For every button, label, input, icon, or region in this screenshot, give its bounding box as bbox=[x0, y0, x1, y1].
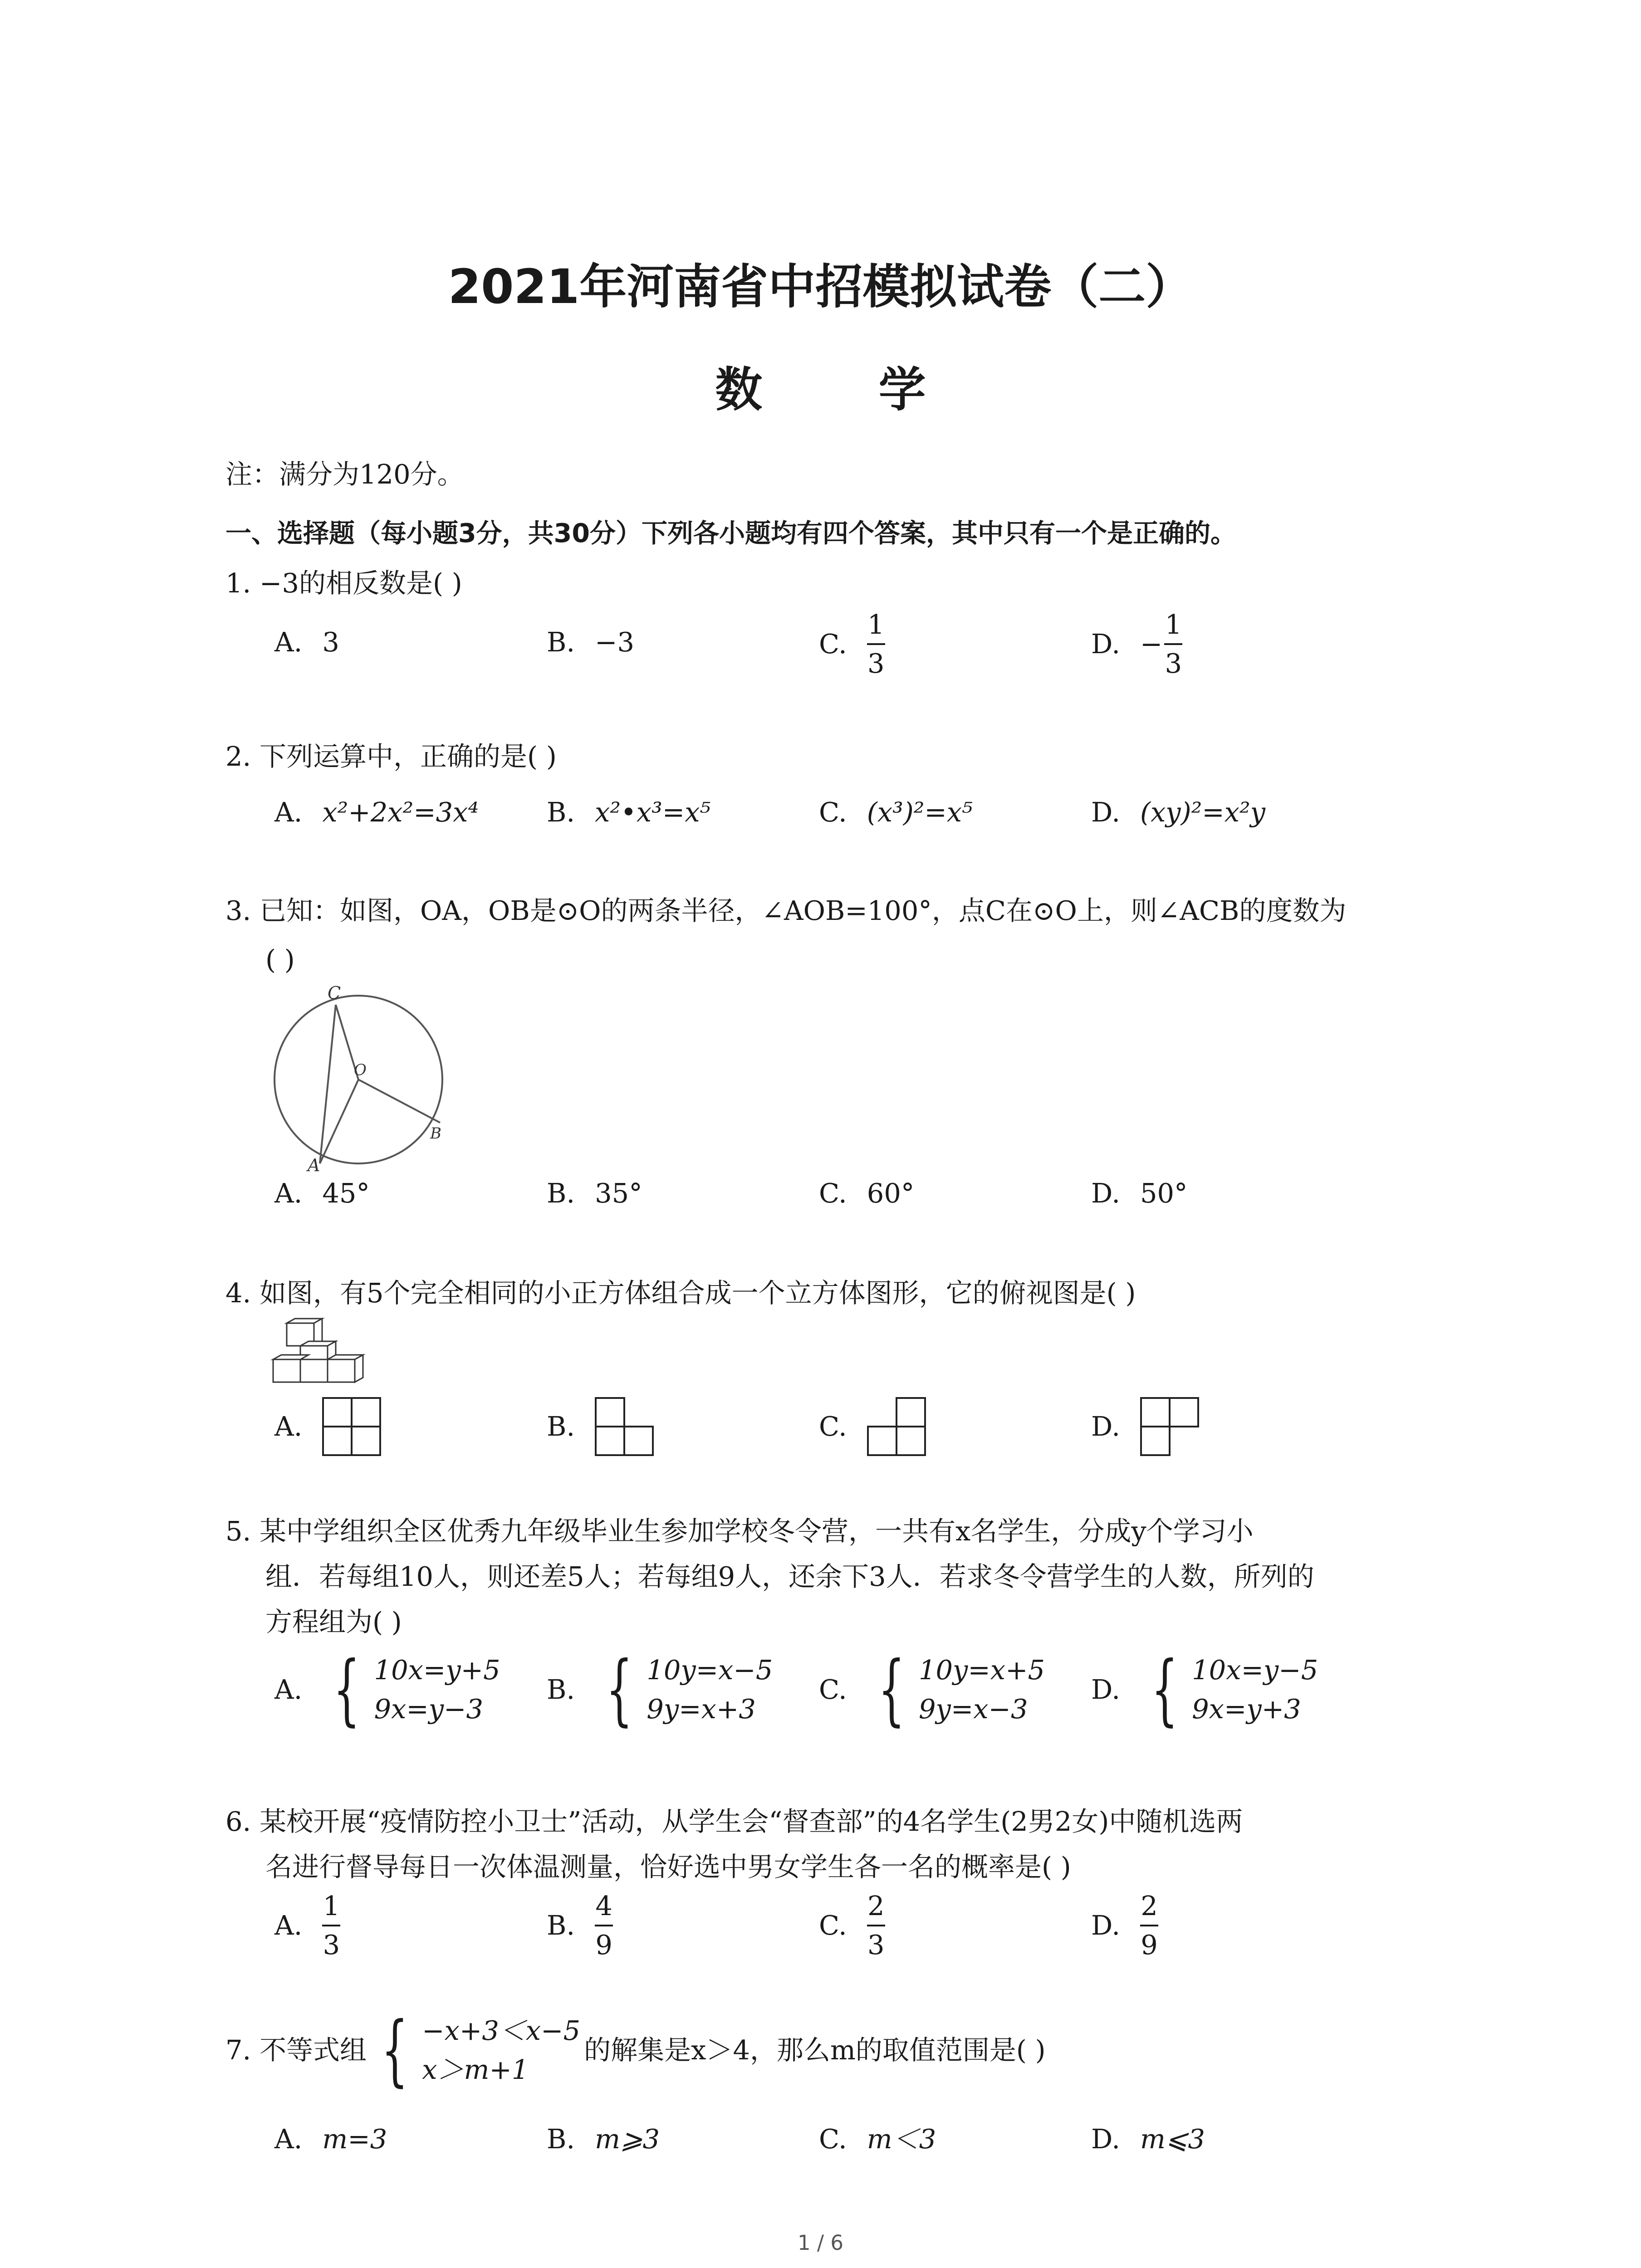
question-2-stem: 2. 下列运算中，正确的是( ) bbox=[225, 741, 557, 772]
fraction: $\frac{1}{3}$ bbox=[867, 609, 885, 679]
q7-option-a[interactable]: A. m=3 bbox=[274, 2123, 387, 2155]
question-4-stem: 4. 如图，有5个完全相同的小正方体组合成一个立方体图形，它的俯视图是( ) bbox=[225, 1277, 1136, 1309]
q5-option-b[interactable]: B. { 10y=x−5 9y=x+3 bbox=[547, 1645, 773, 1735]
q3-option-b[interactable]: B. 35° bbox=[547, 1178, 642, 1209]
q6-option-d[interactable]: D. $\frac{2}{9}$ bbox=[1091, 1889, 1158, 1962]
circle-diagram bbox=[268, 984, 458, 1175]
fraction: $\frac{2}{3}$ bbox=[867, 1890, 885, 1960]
q1-option-a[interactable]: A. 3 bbox=[274, 626, 339, 658]
q1-option-b[interactable]: B. −3 bbox=[547, 626, 635, 658]
label-c: C bbox=[328, 984, 341, 1003]
q2-option-a[interactable]: A. x²+2x²=3x⁴ bbox=[274, 797, 479, 828]
top-view-b bbox=[595, 1397, 654, 1456]
question-3-stem-cont: ( ) bbox=[265, 944, 295, 975]
q6-option-b[interactable]: B. $\frac{4}{9}$ bbox=[547, 1889, 613, 1962]
q3-option-c[interactable]: C. 60° bbox=[819, 1178, 915, 1209]
q6-option-a[interactable]: A. $\frac{1}{3}$ bbox=[274, 1889, 340, 1962]
q6-option-c[interactable]: C. $\frac{2}{3}$ bbox=[819, 1889, 885, 1962]
exam-title: 2021年河南省中招模拟试卷（二） bbox=[448, 259, 1193, 314]
fraction: $\frac{1}{3}$ bbox=[323, 1890, 340, 1960]
q3-option-a[interactable]: A. 45° bbox=[274, 1178, 370, 1209]
q1-option-d[interactable]: D. − $\frac{1}{3}$ bbox=[1091, 608, 1182, 680]
question-5-stem: 5. 某中学组织全区优秀九年级毕业生参加学校冬令营，一共有x名学生，分成y个学习小 bbox=[225, 1515, 1254, 1547]
q2-option-c[interactable]: C. (x³)²=x⁵ bbox=[819, 797, 973, 828]
question-5-stem-line3: 方程组为( ) bbox=[265, 1606, 402, 1637]
question-7-stem: 7. 不等式组 { −x+3＜x−5 x＞m+1 的解集是x＞4，那么m的取值范围是( ) bbox=[225, 2005, 1046, 2095]
q7-option-b[interactable]: B. m⩾3 bbox=[547, 2123, 660, 2155]
question-3-stem: 3. 已知：如图，OA，OB是⊙O的两条半径，∠AOB=100°，点C在⊙O上，则∠ACB的度数为 bbox=[225, 895, 1347, 926]
q4-option-d[interactable]: D. bbox=[1091, 1397, 1199, 1456]
score-note: 注：满分为120分。 bbox=[225, 459, 464, 490]
q4-option-a[interactable]: A. bbox=[274, 1397, 381, 1456]
q2-option-d[interactable]: D. (xy)²=x²y bbox=[1091, 797, 1265, 828]
q2-option-b[interactable]: B. x²•x³=x⁵ bbox=[547, 797, 711, 828]
question-5-stem-line2: 组．若每组10人，则还差5人；若每组9人，还余下3人．若求冬令营学生的人数，所列的 bbox=[265, 1561, 1314, 1592]
label-b: B bbox=[430, 1124, 441, 1143]
q5-option-d[interactable]: D. { 10x=y−5 9x=y+3 bbox=[1091, 1645, 1318, 1735]
section-heading: 一、选择题（每小题3分，共30分）下列各小题均有四个答案，其中只有一个是正确的。 bbox=[225, 518, 1236, 548]
q7-option-d[interactable]: D. m⩽3 bbox=[1091, 2123, 1205, 2155]
fraction: $\frac{1}{3}$ bbox=[1165, 609, 1182, 679]
q1-option-c[interactable]: C. $\frac{1}{3}$ bbox=[819, 608, 885, 680]
top-view-a bbox=[322, 1397, 381, 1456]
q5-option-a[interactable]: A. { 10x=y+5 9x=y−3 bbox=[274, 1645, 500, 1735]
q4-option-b[interactable]: B. bbox=[547, 1397, 654, 1456]
q4-option-c[interactable]: C. bbox=[819, 1397, 926, 1456]
cube-stack-figure bbox=[268, 1318, 367, 1404]
question-1-stem: 1. −3的相反数是( ) bbox=[225, 567, 462, 599]
q7-option-c[interactable]: C. m＜3 bbox=[819, 2123, 936, 2155]
q5-option-c[interactable]: C. { 10y=x+5 9y=x−3 bbox=[819, 1645, 1045, 1735]
fraction: $\frac{4}{9}$ bbox=[595, 1890, 612, 1960]
question-6-stem-line2: 名进行督导每日一次体温测量，恰好选中男女学生各一名的概率是( ) bbox=[265, 1851, 1071, 1882]
question-6-stem: 6. 某校开展“疫情防控小卫士”活动，从学生会“督查部”的4名学生(2男2女)中随机选两 bbox=[225, 1806, 1243, 1837]
page-number: 1 / 6 bbox=[797, 2231, 844, 2255]
fraction: $\frac{2}{9}$ bbox=[1141, 1890, 1158, 1960]
top-view-d bbox=[1140, 1397, 1199, 1456]
q3-option-d[interactable]: D. 50° bbox=[1091, 1178, 1188, 1209]
label-a: A bbox=[308, 1155, 320, 1175]
subject-title: 数 学 bbox=[715, 362, 976, 417]
top-view-c bbox=[867, 1397, 926, 1456]
label-o: O bbox=[354, 1061, 367, 1079]
